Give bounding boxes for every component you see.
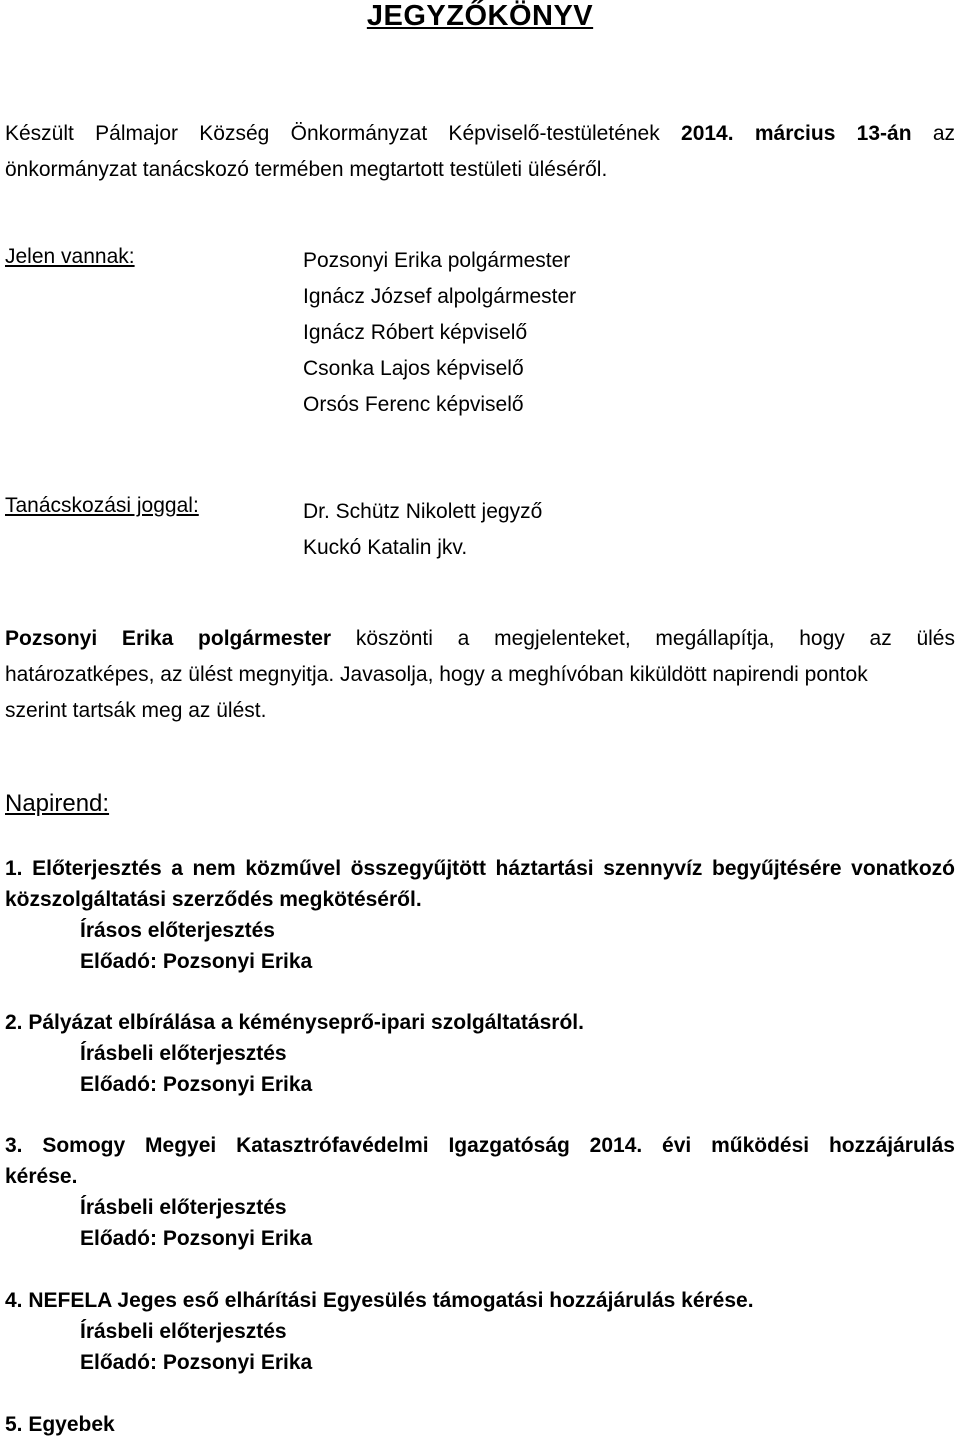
agenda-item-title-cont: kérése. xyxy=(5,1165,78,1188)
intro-line-1 xyxy=(5,116,955,152)
agenda-item-presenter: Előadó: Pozsonyi Erika xyxy=(80,1227,313,1250)
present-label: Jelen vannak: xyxy=(5,245,135,268)
present-person: Csonka Lajos képviselő xyxy=(303,357,524,380)
present-person: Ignácz József alpolgármester xyxy=(303,285,577,308)
agenda-heading: Napirend: xyxy=(5,790,110,817)
greeting-line-2: határozatképes, az ülést megnyitja. Javasolja, hogy a meghívóban kiküldött napirendi pontok xyxy=(5,663,868,686)
agenda-item-4 xyxy=(5,1285,955,1378)
greeting-paragraph xyxy=(5,621,955,729)
agenda-item-title: 2. Pályázat elbírálása a kéményseprő-ipari szolgáltatásról. xyxy=(5,1011,584,1034)
intro-paragraph xyxy=(5,116,955,188)
greeting-text: köszönti a megjelenteket, megállapítja, hogy az ülés xyxy=(355,627,955,650)
present-list xyxy=(303,243,576,423)
meeting-date: 2014. március 13-án xyxy=(681,122,912,145)
advisory-list xyxy=(303,494,542,566)
agenda-item-5 xyxy=(5,1409,955,1440)
intro-line-2: önkormányzat tanácskozó termében megtartott testületi üléséről. xyxy=(5,158,608,181)
agenda-item-3 xyxy=(5,1130,955,1254)
agenda-item-title: 1. Előterjesztés a nem közművel összegyűjtött háztartási szennyvíz begyűjtésére vonatkozó xyxy=(5,857,955,880)
agenda-item-type: Írásos előterjesztés xyxy=(80,919,275,942)
present-person: Orsós Ferenc képviselő xyxy=(303,393,524,416)
present-person: Pozsonyi Erika polgármester xyxy=(303,249,571,272)
agenda-item-presenter: Előadó: Pozsonyi Erika xyxy=(80,1351,313,1374)
agenda-item-title: 5. Egyebek xyxy=(5,1413,115,1436)
greeting-line-3: szerint tartsák meg az ülést. xyxy=(5,699,267,722)
agenda-item-title: 4. NEFELA Jeges eső elhárítási Egyesülés támogatási hozzájárulás kérése. xyxy=(5,1289,754,1312)
advisory-person: Kuckó Katalin jkv. xyxy=(303,536,468,559)
agenda-item-presenter: Előadó: Pozsonyi Erika xyxy=(80,1073,313,1096)
greeting-speaker: Pozsonyi Erika polgármester xyxy=(5,627,332,650)
agenda-item-title-cont: közszolgáltatási szerződés megkötéséről. xyxy=(5,888,422,911)
intro-text-b: az xyxy=(932,122,955,145)
intro-text-a: Készült Pálmajor Község Önkormányzat Képviselő-testületének xyxy=(5,122,660,145)
agenda-item-1 xyxy=(5,853,955,977)
agenda-item-2 xyxy=(5,1007,955,1100)
agenda-item-type: Írásbeli előterjesztés xyxy=(80,1196,287,1219)
agenda-item-title: 3. Somogy Megyei Katasztrófavédelmi Igazgatóság 2014. évi működési hozzájárulás xyxy=(5,1134,955,1157)
agenda-item-type: Írásbeli előterjesztés xyxy=(80,1042,287,1065)
document-title: JEGYZŐKÖNYV xyxy=(366,0,594,32)
advisory-person: Dr. Schütz Nikolett jegyző xyxy=(303,500,543,523)
agenda-item-presenter: Előadó: Pozsonyi Erika xyxy=(80,950,313,973)
greeting-line-1 xyxy=(5,621,955,657)
present-person: Ignácz Róbert képviselő xyxy=(303,321,528,344)
agenda-item-type: Írásbeli előterjesztés xyxy=(80,1320,287,1343)
advisory-label: Tanácskozási joggal: xyxy=(5,494,199,517)
